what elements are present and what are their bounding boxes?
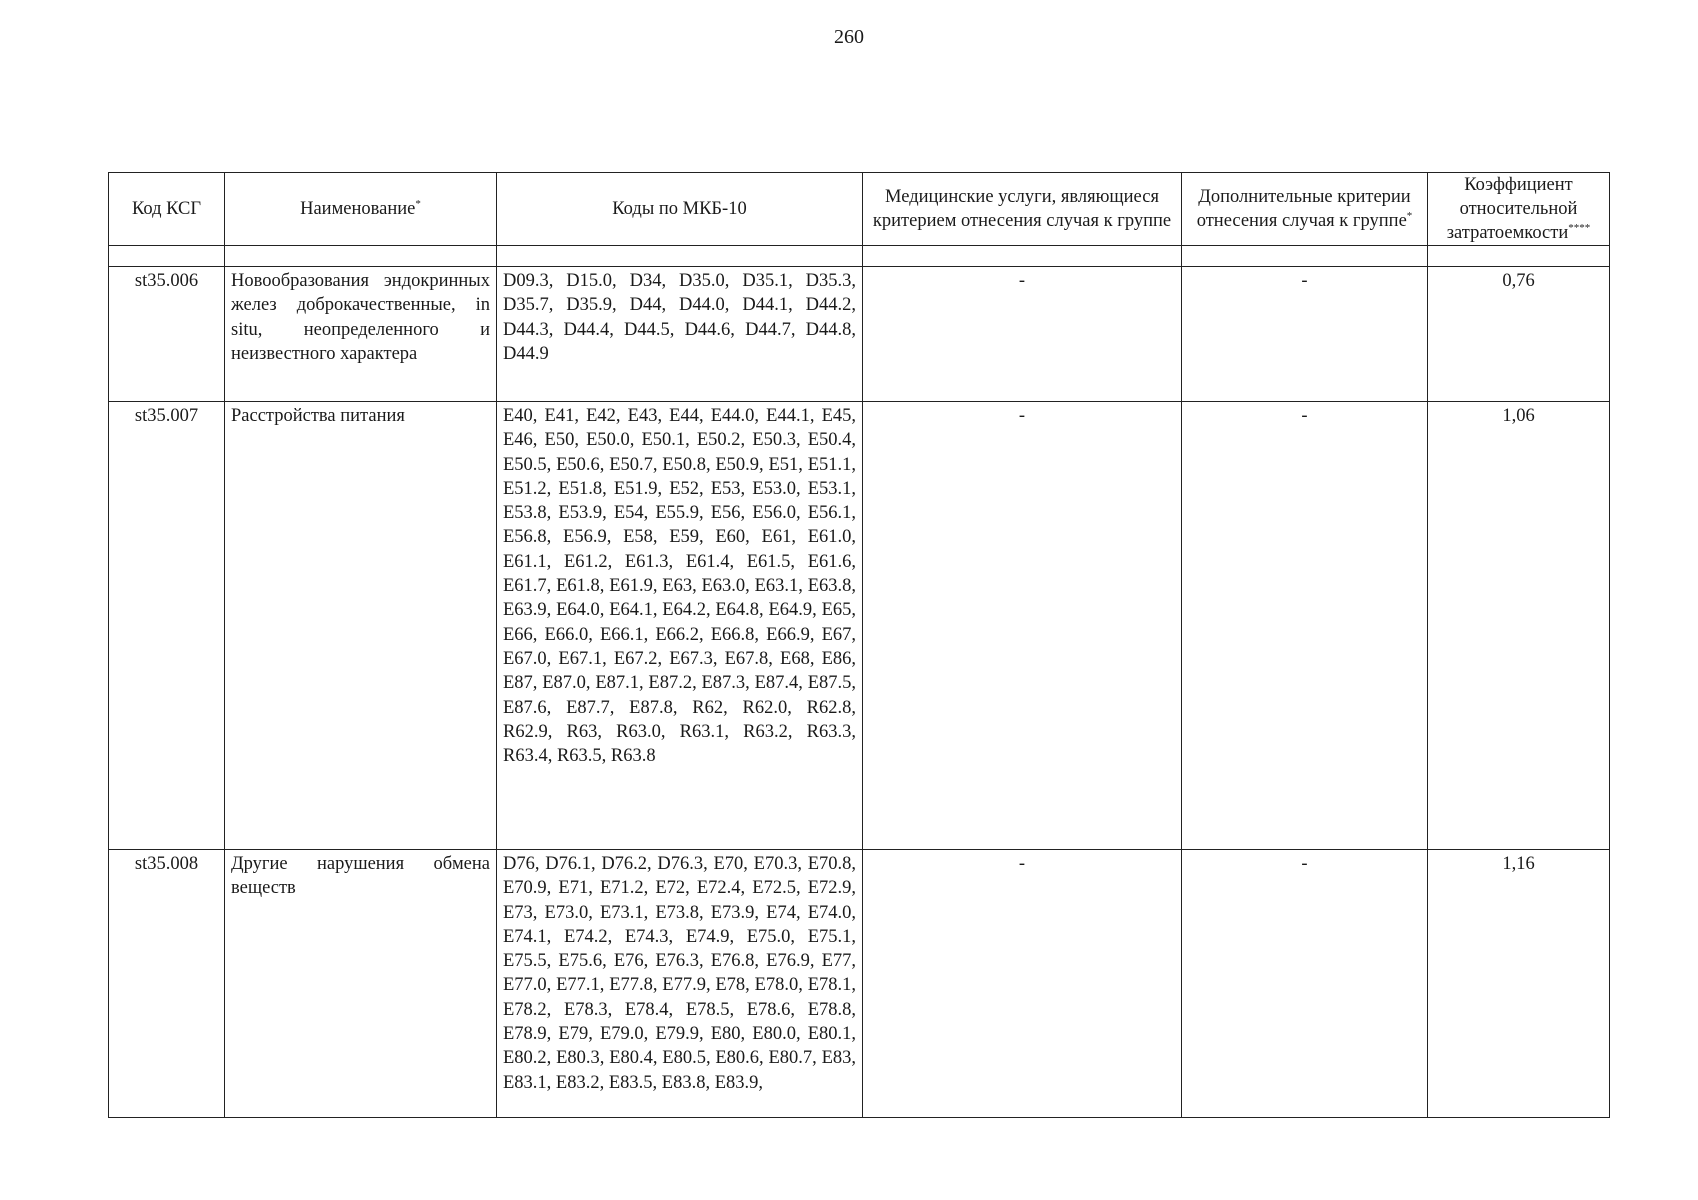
cost-coefficient: 0,76 [1428,267,1610,402]
header-coef: Коэффициент относительной затратоемкости**** [1428,173,1610,246]
ksg-name: Новообразования эндокринных желез доброкачественные, in situ, неопределенного и неизвестного характера [225,267,497,402]
ksg-code: st35.006 [109,267,225,402]
cost-coefficient: 1,06 [1428,402,1610,850]
table-header-row [109,173,1610,246]
page-number: 260 [834,26,864,48]
ksg-name: Расстройства питания [225,402,497,850]
medical-services: - [863,850,1182,1118]
footnote-mark: * [1406,209,1413,222]
additional-criteria: - [1182,850,1428,1118]
table-row [109,850,1610,1118]
table-row [109,402,1610,850]
ksg-code: st35.008 [109,850,225,1118]
footnote-mark: **** [1568,221,1591,234]
mkb-codes: D09.3, D15.0, D34, D35.0, D35.1, D35.3, D35.7, D35.9, D44, D44.0, D44.1, D44.2, D44.3, D44.4, D44.5, D44.6, D44.7, D44.8, D44.9 [497,267,863,402]
header-mkb: Коды по МКБ-10 [497,173,863,246]
table-row [109,267,1610,402]
medical-services: - [863,402,1182,850]
mkb-codes: D76, D76.1, D76.2, D76.3, E70, E70.3, E70.8, E70.9, E71, E71.2, E72, E72.4, E72.5, E72.9, E73, E73.0, E73.1, E73.8, E73.9, E74, E74.0, E74.1, E74.2, E74.3, E74.9, E75.0, E75.1, E75.5, E75.6, E76, E76.3, E76.8, E76.9, E77, E77.0, E77.1, E77.8, E77.9, E78, E78.0, E78.1, E78.2, E78.3, E78.4, E78.5, E78.6, E78.8, E78.9, E79, E79.0, E79.9, E80, E80.0, E80.1, E80.2, E80.3, E80.4, E80.5, E80.6, E80.7, E83, E83.1, E83.2, E83.5, E83.8, E83.9, [497,850,863,1118]
cost-coefficient: 1,16 [1428,850,1610,1118]
ksg-table [108,172,1610,1118]
header-criteria: Дополнительные критерии отнесения случая к группе* [1182,173,1428,246]
header-services: Медицинские услуги, являющиеся критерием отнесения случая к группе [863,173,1182,246]
additional-criteria: - [1182,402,1428,850]
medical-services: - [863,267,1182,402]
footnote-mark: * [415,197,421,210]
header-code: Код КСГ [109,173,225,246]
ksg-name: Другие нарушения обмена веществ [225,850,497,1118]
additional-criteria: - [1182,267,1428,402]
mkb-codes: E40, E41, E42, E43, E44, E44.0, E44.1, E45, E46, E50, E50.0, E50.1, E50.2, E50.3, E50.4, E50.5, E50.6, E50.7, E50.8, E50.9, E51, E51.1, E51.2, E51.8, E51.9, E52, E53, E53.0, E53.1, E53.8, E53.9, E54, E55.9, E56, E56.0, E56.1, E56.8, E56.9, E58, E59, E60, E61, E61.0, E61.1, E61.2, E61.3, E61.4, E61.5, E61.6, E61.7, E61.8, E61.9, E63, E63.0, E63.1, E63.8, E63.9, E64.0, E64.1, E64.2, E64.8, E64.9, E65, E66, E66.0, E66.1, E66.2, E66.8, E66.9, E67, E67.0, E67.1, E67.2, E67.3, E67.8, E68, E86, E87, E87.0, E87.1, E87.2, E87.3, E87.4, E87.5, E87.6, E87.7, E87.8, R62, R62.0, R62.8, R62.9, R63, R63.0, R63.1, R63.2, R63.3, R63.4, R63.5, R63.8 [497,402,863,850]
ksg-code: st35.007 [109,402,225,850]
table-spacer-row [109,246,1610,267]
header-name: Наименование* [225,173,497,246]
